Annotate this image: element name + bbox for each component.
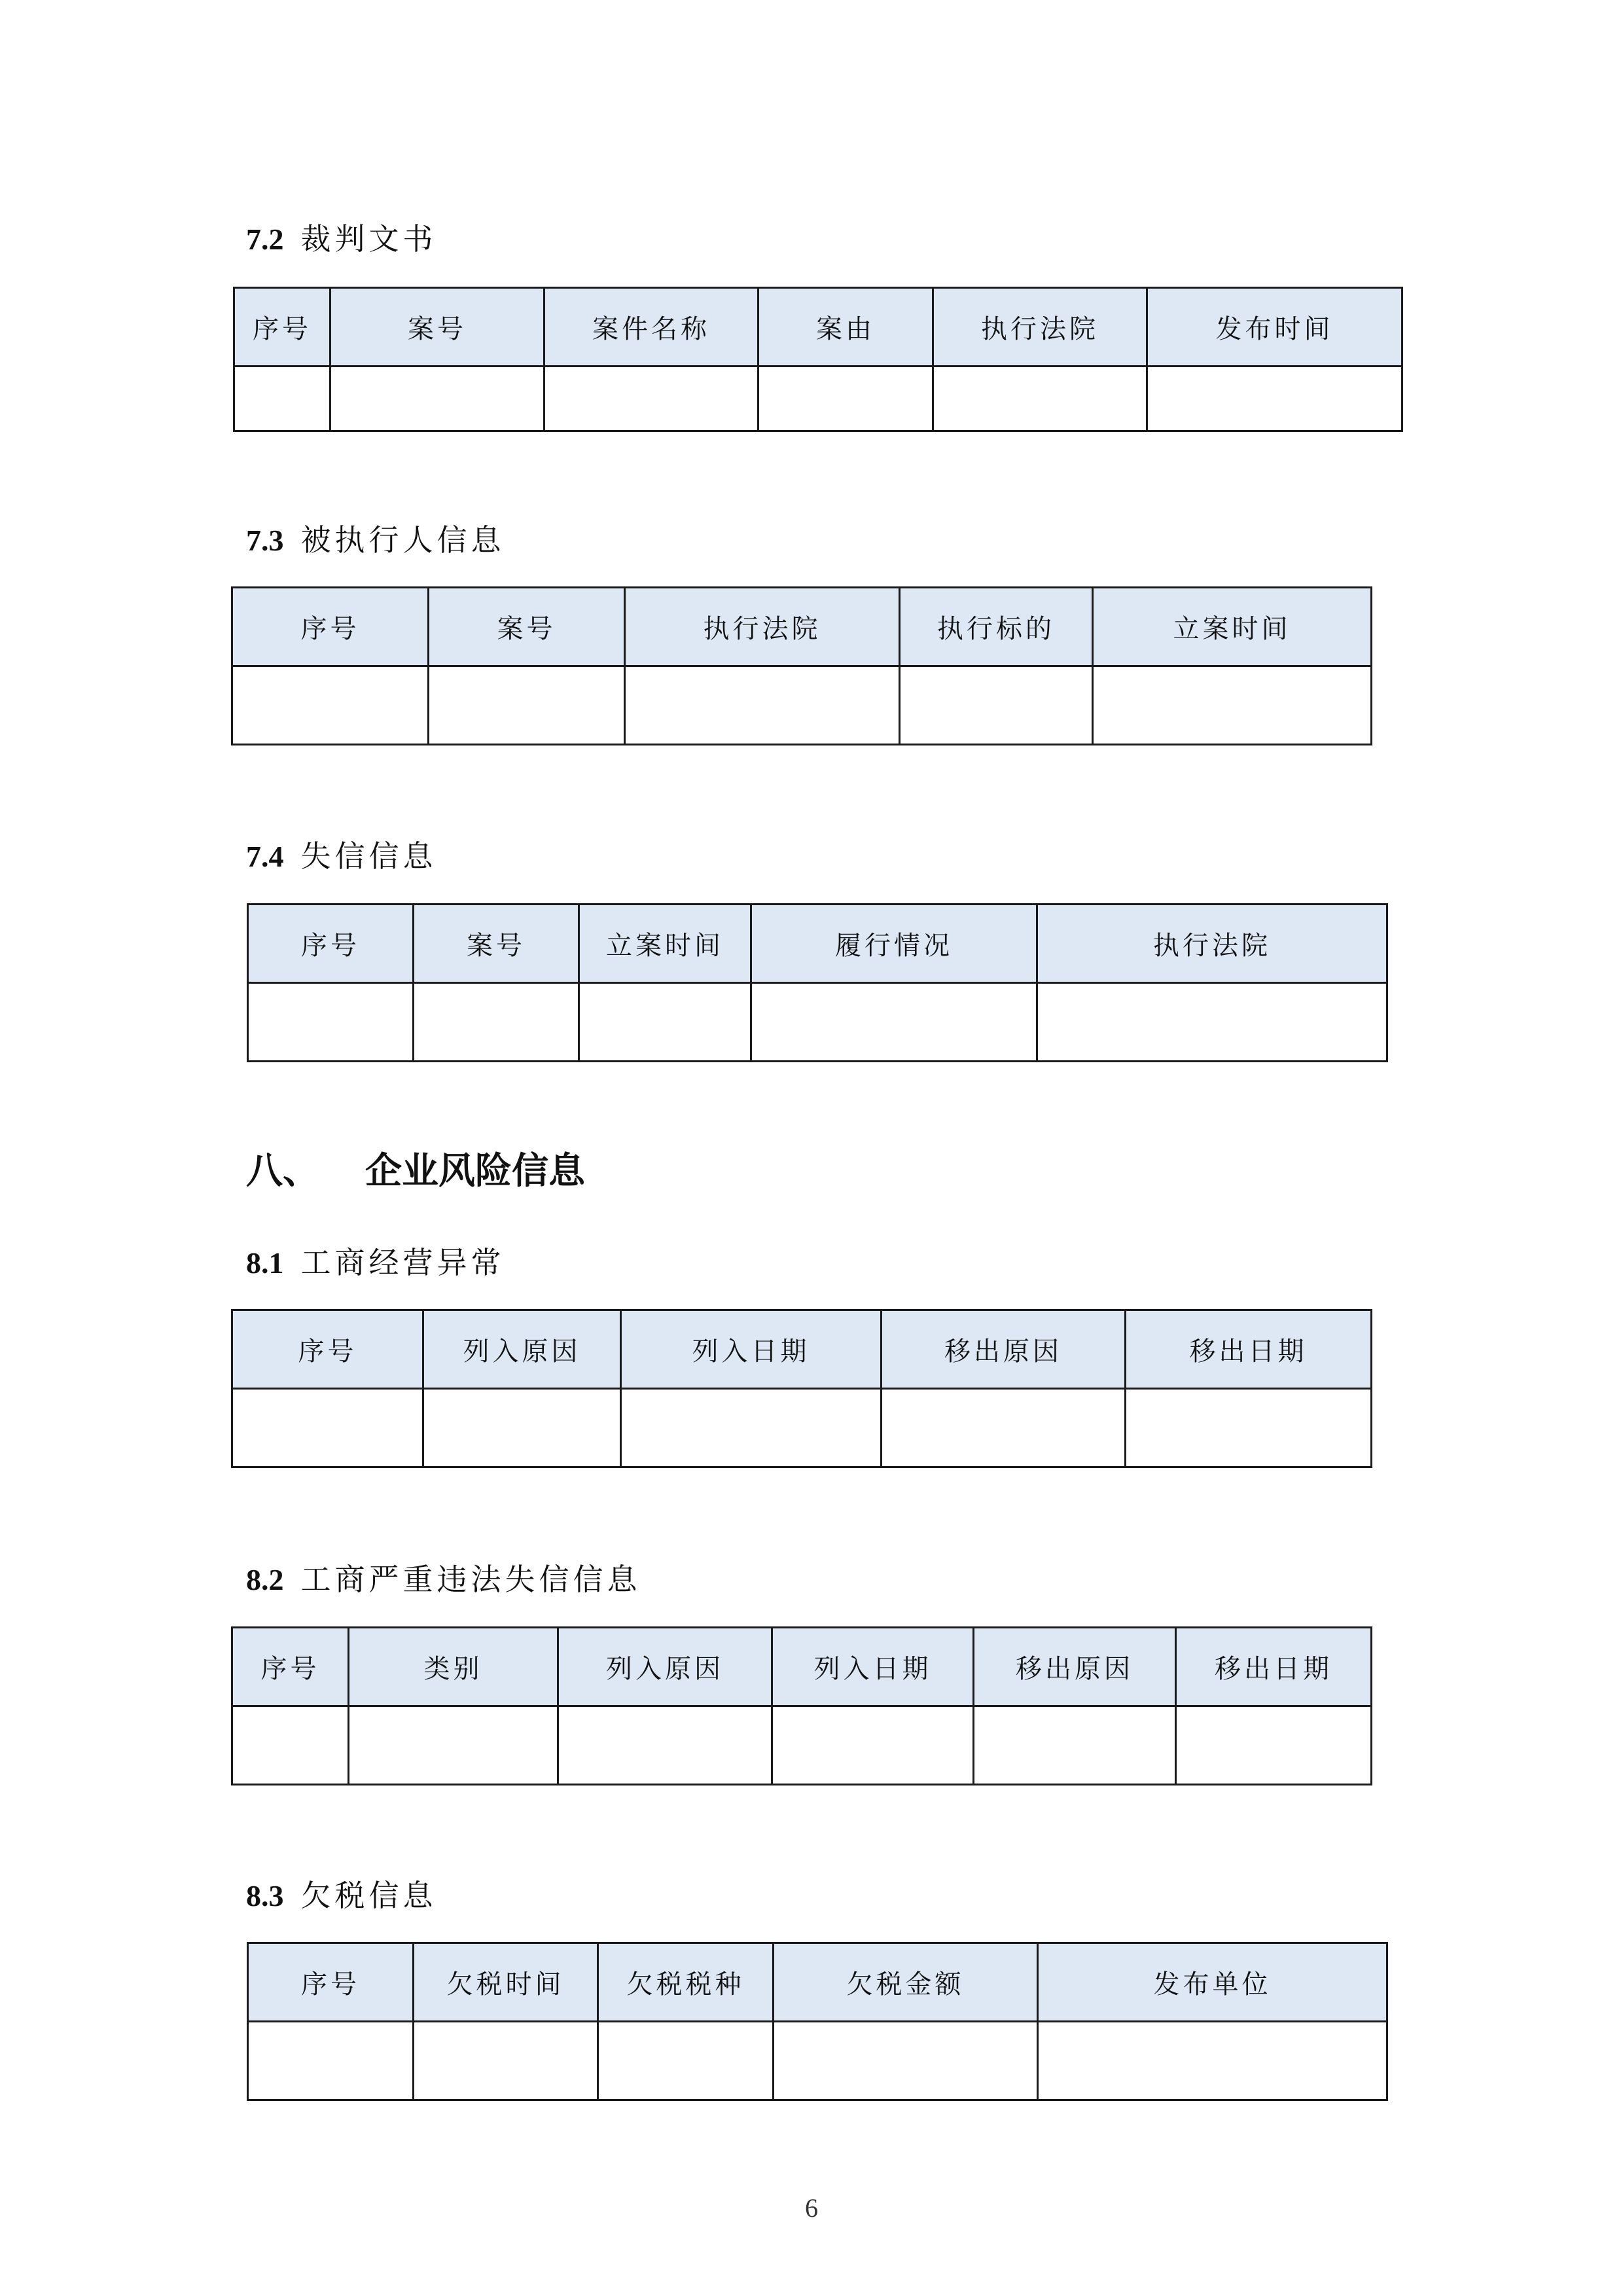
column-header: 执行法院 xyxy=(1037,905,1387,983)
column-header: 列入原因 xyxy=(423,1310,621,1389)
column-header: 序号 xyxy=(232,1628,349,1706)
table-cell xyxy=(1126,1389,1372,1467)
column-header: 案号 xyxy=(414,905,579,983)
section-heading-8-3 xyxy=(246,1880,437,1911)
column-header: 执行法院 xyxy=(625,588,900,666)
table-cell xyxy=(232,1706,349,1785)
column-header: 序号 xyxy=(234,288,330,367)
section-number: 7.3 xyxy=(246,524,284,557)
table-cell xyxy=(232,666,429,745)
section-title: 工商经营异常 xyxy=(300,1245,505,1280)
section-number: 8.3 xyxy=(246,1879,284,1912)
table-cell xyxy=(349,1706,558,1785)
column-header: 序号 xyxy=(232,1310,423,1389)
column-header: 立案时间 xyxy=(579,905,751,983)
table-cell xyxy=(234,367,330,431)
chapter-heading xyxy=(246,1150,585,1193)
column-header: 案由 xyxy=(758,288,933,367)
table-cell xyxy=(900,666,1093,745)
table-cell xyxy=(429,666,625,745)
table-cell xyxy=(248,2022,414,2100)
column-header: 执行标的 xyxy=(900,588,1093,666)
table-header-row xyxy=(248,905,1387,983)
table-tax-arrears xyxy=(247,1942,1388,2101)
table-row xyxy=(248,983,1387,1062)
section-title: 被执行人信息 xyxy=(300,522,505,558)
table-row xyxy=(232,666,1372,745)
table-cell xyxy=(1147,367,1402,431)
table-cell xyxy=(579,983,751,1062)
table-cell xyxy=(1037,983,1387,1062)
table-cell xyxy=(1093,666,1372,745)
table-cell xyxy=(1176,1706,1372,1785)
chapter-number: 八、 xyxy=(246,1150,319,1193)
column-header: 列入日期 xyxy=(621,1310,882,1389)
column-header: 立案时间 xyxy=(1093,588,1372,666)
column-header: 移出原因 xyxy=(974,1628,1176,1706)
column-header: 执行法院 xyxy=(933,288,1147,367)
column-header: 列入原因 xyxy=(558,1628,772,1706)
table-header-row xyxy=(232,1310,1372,1389)
table-cell xyxy=(974,1706,1176,1785)
table-cell xyxy=(423,1389,621,1467)
column-header: 类别 xyxy=(349,1628,558,1706)
column-header: 欠税时间 xyxy=(414,1943,598,2022)
table-header-row xyxy=(248,1943,1387,2022)
column-header: 发布时间 xyxy=(1147,288,1402,367)
table-dishonest-info xyxy=(247,903,1388,1062)
table-header-row xyxy=(232,1628,1372,1706)
table-cell xyxy=(933,367,1147,431)
column-header: 移出原因 xyxy=(882,1310,1126,1389)
table-cell xyxy=(758,367,933,431)
table-cell xyxy=(621,1389,882,1467)
table-cell xyxy=(625,666,900,745)
column-header: 案号 xyxy=(429,588,625,666)
table-cell xyxy=(598,2022,774,2100)
table-cell xyxy=(414,2022,598,2100)
chapter-title: 企业风险信息 xyxy=(365,1150,585,1193)
table-cell xyxy=(414,983,579,1062)
table-cell xyxy=(882,1389,1126,1467)
section-heading-7-3 xyxy=(246,522,505,558)
table-cell xyxy=(751,983,1037,1062)
section-number: 7.4 xyxy=(246,840,284,873)
column-header: 发布单位 xyxy=(1038,1943,1387,2022)
section-title: 工商严重违法失信信息 xyxy=(300,1562,641,1597)
section-title: 欠税信息 xyxy=(300,1878,437,1913)
table-judgment-documents xyxy=(233,287,1403,432)
table-business-abnormal xyxy=(231,1309,1372,1468)
table-header-row xyxy=(234,288,1402,367)
column-header: 案件名称 xyxy=(544,288,758,367)
table-cell xyxy=(544,367,758,431)
column-header: 欠税金额 xyxy=(774,1943,1038,2022)
section-title: 失信信息 xyxy=(300,838,437,874)
table-row xyxy=(232,1389,1372,1467)
table-row xyxy=(232,1706,1372,1785)
section-heading-7-2 xyxy=(246,221,437,257)
section-title: 裁判文书 xyxy=(300,221,437,257)
column-header: 移出日期 xyxy=(1176,1628,1372,1706)
column-header: 案号 xyxy=(330,288,544,367)
table-row xyxy=(234,367,1402,431)
table-cell xyxy=(232,1389,423,1467)
table-cell xyxy=(774,2022,1038,2100)
section-heading-7-4 xyxy=(246,838,437,874)
table-cell xyxy=(330,367,544,431)
column-header: 移出日期 xyxy=(1126,1310,1372,1389)
table-row xyxy=(248,2022,1387,2100)
section-heading-8-1 xyxy=(246,1247,505,1278)
column-header: 序号 xyxy=(232,588,429,666)
column-header: 序号 xyxy=(248,1943,414,2022)
table-judgment-debtor xyxy=(231,586,1372,745)
table-header-row xyxy=(232,588,1372,666)
section-number: 8.2 xyxy=(246,1563,284,1596)
table-cell xyxy=(558,1706,772,1785)
table-cell xyxy=(772,1706,974,1785)
table-cell xyxy=(1038,2022,1387,2100)
page-number: 6 xyxy=(805,2193,818,2223)
table-cell xyxy=(248,983,414,1062)
column-header: 序号 xyxy=(248,905,414,983)
table-serious-violation xyxy=(231,1626,1372,1785)
column-header: 欠税税种 xyxy=(598,1943,774,2022)
section-number: 7.2 xyxy=(246,223,284,256)
section-heading-8-2 xyxy=(246,1564,641,1595)
column-header: 履行情况 xyxy=(751,905,1037,983)
section-number: 8.1 xyxy=(246,1246,284,1280)
column-header: 列入日期 xyxy=(772,1628,974,1706)
